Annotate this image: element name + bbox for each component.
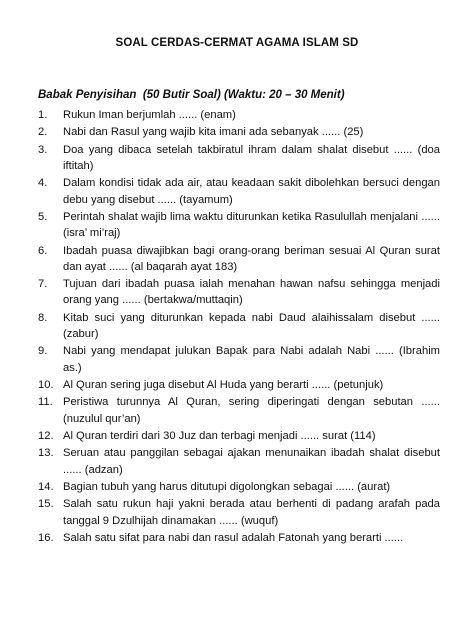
question-item: [38, 310, 440, 342]
question-number: 2.: [38, 126, 48, 139]
question-text: Kitab suci yang diturunkan kepada nabi Daud alaihissalam disebut ...... (zabur): [63, 311, 440, 340]
question-number: 11.: [38, 396, 53, 409]
question-text: Tujuan dari ibadah puasa ialah menahan hawan nafsu sehingga menjadi orang yang ...... (bertakwa/muttaqin): [63, 278, 440, 307]
section-heading: Babak Penyisihan (50 Butir Soal) (Waktu: 20 – 30 Menit): [38, 89, 345, 101]
question-text: Salah satu sifat para nabi dan rasul adalah Fatonah yang berarti ......: [63, 531, 404, 544]
question-text: Al Quran terdiri dari 30 Juz dan terbagi menjadi ...... surat (114): [63, 429, 376, 442]
question-item: [38, 243, 440, 275]
question-item: [38, 175, 440, 207]
question-item: [38, 343, 440, 375]
document-title: SOAL CERDAS-CERMAT AGAMA ISLAM SD: [115, 37, 359, 49]
question-text: Dalam kondisi tidak ada air, atau keadaan sakit dibolehkan bersuci dengan debu yang disebut ...... (tayamum): [63, 177, 440, 206]
question-item: [38, 209, 440, 241]
question-item: [38, 394, 440, 426]
question-number: 5.: [38, 210, 48, 223]
question-number: 16.: [38, 531, 54, 544]
question-list: [38, 107, 440, 547]
question-text: Seruan atau panggilan sebagai ajakan menunaikan ibadah shalat disebut ...... (adzan): [63, 447, 440, 476]
question-text: Al Quran sering juga disebut Al Huda yang berarti ...... (petunjuk): [63, 378, 384, 391]
question-text: Doa yang dibaca setelah takbiratul ihram dalam shalat disebut ...... (doa iftitah): [63, 143, 440, 172]
question-text: Ibadah puasa diwajibkan bagi orang-orang beriman sesuai Al Quran surat dan ayat ...... (al baqarah ayat 183): [63, 244, 440, 273]
question-number: 6.: [38, 244, 48, 257]
question-item: [38, 479, 440, 495]
question-item: [38, 428, 440, 444]
question-number: 13.: [38, 447, 54, 460]
question-number: 1.: [38, 109, 48, 121]
question-text: Perintah shalat wajib lima waktu diturunkan ketika Rasulullah menjalani ...... (isra’ mi’raj): [63, 210, 440, 240]
question-text: Rukun Iman berjumlah ...... (enam): [63, 109, 236, 121]
question-item: [38, 276, 440, 308]
question-number: 9.: [38, 345, 48, 358]
question-text: Salah satu rukun haji yakni berada atau berhenti di padang arafah pada tanggal 9 Dzulhijah dinamakan ...... (wuquf): [63, 498, 440, 527]
question-item: [38, 496, 440, 528]
question-item: [38, 445, 440, 477]
question-text: Nabi yang mendapat julukan Bapak para Nabi adalah Nabi ...... (Ibrahim as.): [63, 345, 440, 374]
question-number: 10.: [38, 378, 54, 391]
question-item: [38, 124, 440, 140]
question-number: 15.: [38, 498, 54, 511]
question-number: 7.: [38, 278, 48, 291]
question-number: 14.: [38, 480, 54, 493]
question-number: 4.: [38, 177, 48, 190]
question-number: 3.: [38, 143, 48, 156]
question-number: 8.: [38, 311, 48, 324]
question-item: [38, 142, 440, 174]
question-text: Peristiwa turunnya Al Quran, sering diperingati dengan sebutan ...... (nuzulul qur’an): [63, 396, 440, 425]
question-text: Bagian tubuh yang harus ditutupi digolongkan sebagai ...... (aurat): [63, 480, 391, 493]
question-text: Nabi dan Rasul yang wajib kita imani ada sebanyak ...... (25): [63, 126, 364, 139]
question-item: [38, 530, 440, 546]
question-item: [38, 107, 440, 123]
question-number: 12.: [38, 429, 54, 442]
question-item: [38, 377, 440, 393]
